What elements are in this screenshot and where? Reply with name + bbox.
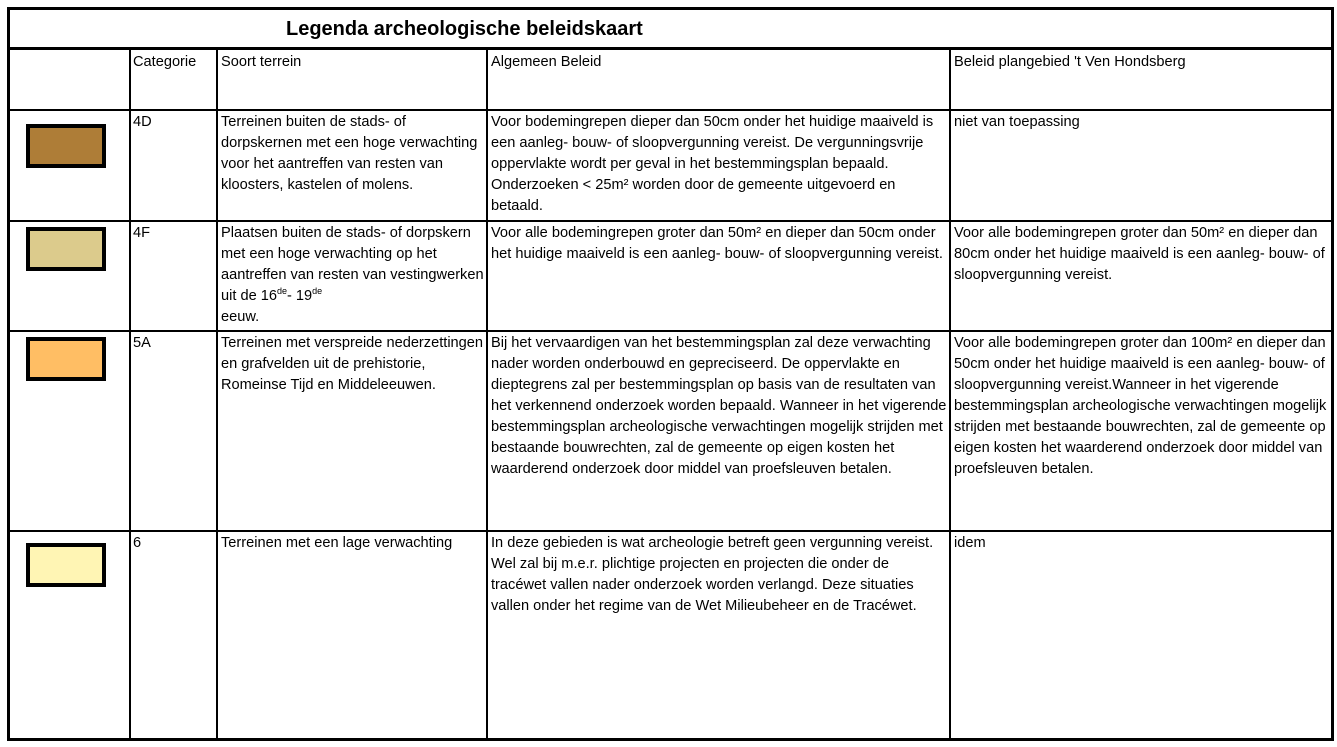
row-4d-soort: Terreinen buiten de stads- of dorpskernen met een hoge verwachting voor het aantreffen van resten van kloosters, kastelen of molens. bbox=[221, 114, 478, 193]
row-5a-soort: Terreinen met verspreide nederzettingen en grafvelden uit de prehistorie, Romeinse Tijd en Middeleeuwen. bbox=[221, 335, 484, 393]
row-4f-soort-text: - 19 bbox=[287, 288, 313, 304]
row-divider bbox=[10, 109, 1331, 111]
superscript: de bbox=[277, 286, 288, 297]
header-soort-terrein: Soort terrein bbox=[221, 54, 302, 70]
table-title: Legenda archeologische beleidskaart bbox=[286, 18, 643, 40]
row-6-categorie: 6 bbox=[133, 535, 142, 551]
superscript: de bbox=[312, 286, 323, 297]
row-5a-plangebied: Voor alle bodemingrepen groter dan 100m² en dieper dan 50cm onder het huidige maaiveld is een aanleg- bouw- of sloopvergunning vereist.Wanneer in het vigerende bestemmingsplan archeologische verwachtingen mogelijk strijden met bestaande bouwrechten, zal de gemeente op eigen kosten het waarderend onderzoek door middel van proefsleuven betalen. bbox=[954, 335, 1327, 477]
row-4f-categorie: 4F bbox=[133, 225, 151, 241]
row-divider bbox=[10, 530, 1331, 532]
row-4f-soort bbox=[221, 223, 485, 328]
row-6-plangebied: idem bbox=[954, 535, 986, 551]
column-divider bbox=[129, 50, 131, 741]
row-divider bbox=[10, 220, 1331, 222]
row-4d-categorie: 4D bbox=[133, 114, 152, 130]
color-swatch-4f bbox=[26, 227, 106, 271]
row-4d-algemeen: Voor bodemingrepen dieper dan 50cm onder het huidige maaiveld is een aanleg- bouw- of sloopvergunning vereist. De vergunningsvrije oppervlakte wordt per geval in het bestemmingsplan bepaald. Onderzoeken < 25m² worden door de gemeente uitgevoerd en betaald. bbox=[491, 114, 934, 214]
row-4f-plangebied: Voor alle bodemingrepen groter dan 50m² en dieper dan 80cm onder het huidige maaiveld is een aanleg- bouw- of sloopvergunning vereist. bbox=[954, 225, 1325, 283]
row-4d-plangebied: niet van toepassing bbox=[954, 114, 1080, 130]
row-divider bbox=[10, 330, 1331, 332]
header-algemeen-beleid: Algemeen Beleid bbox=[491, 54, 602, 70]
title-row bbox=[10, 10, 1331, 50]
column-divider bbox=[949, 50, 951, 741]
row-5a-categorie: 5A bbox=[133, 335, 151, 351]
row-4f-soort-text: eeuw. bbox=[221, 309, 260, 325]
header-beleid-plangebied: Beleid plangebied 't Ven Hondsberg bbox=[954, 54, 1186, 70]
color-swatch-6 bbox=[26, 543, 106, 587]
row-6-soort: Terreinen met een lage verwachting bbox=[221, 535, 453, 551]
legend-table bbox=[7, 7, 1334, 741]
row-4f-soort-text: Plaatsen buiten de stads- of dorpskern met een hoge verwachting op het aantreffen van resten van vestingwerken uit de 16 bbox=[221, 225, 484, 304]
header-categorie: Categorie bbox=[133, 54, 197, 70]
color-swatch-4d bbox=[26, 124, 106, 168]
row-6-algemeen: In deze gebieden is wat archeologie betreft geen vergunning vereist. Wel zal bij m.e.r. plichtige projecten en projecten die onder de tracéwet vallen nader onderzoek worden verlangd. Deze situaties vallen onder het regime van de Wet Milieubeheer en de Tracéwet. bbox=[491, 535, 934, 614]
color-swatch-5a bbox=[26, 337, 106, 381]
row-5a-algemeen: Bij het vervaardigen van het bestemmingsplan zal deze verwachting nader worden onderbouwd en gepreciseerd. De oppervlakte en dieptegrens zal per bestemmingsplan op basis van de resultaten van het verkennend onderzoek worden bepaald. Wanneer in het vigerende bestemmingsplan archeologische verwachtingen mogelijk strijden met bestaande bouwrechten, zal de gemeente op eigen kosten het waarderend onderzoek door middel van proefsleuven betalen. bbox=[491, 335, 947, 477]
column-divider bbox=[216, 50, 218, 741]
row-4f-algemeen: Voor alle bodemingrepen groter dan 50m² en dieper dan 50cm onder het huidige maaiveld is een aanleg- bouw- of sloopvergunning vereist. bbox=[491, 225, 943, 262]
column-divider bbox=[486, 50, 488, 741]
